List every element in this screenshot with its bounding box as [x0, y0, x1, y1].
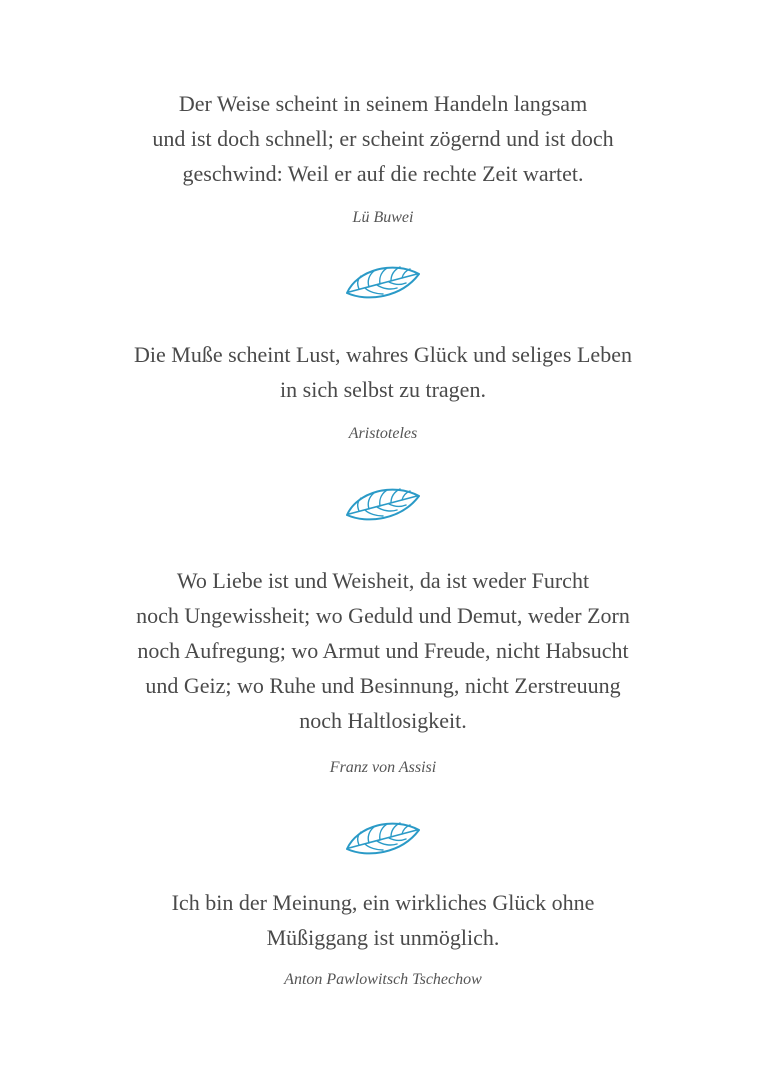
quote-line: noch Aufregung; wo Armut und Freude, nicht Habsucht	[137, 638, 629, 663]
leaf-icon-graphic	[343, 262, 423, 302]
quote-line: geschwind: Weil er auf die rechte Zeit wartet.	[182, 161, 584, 186]
quote-line: Die Muße scheint Lust, wahres Glück und seliges Leben	[134, 342, 632, 367]
quote-line: Ich bin der Meinung, ein wirkliches Glück ohne	[171, 890, 595, 915]
leaf-vein	[368, 493, 374, 509]
quote-author: Anton Pawlowitsch Tschechow	[284, 971, 482, 988]
leaf-vein	[365, 288, 383, 294]
leaf-icon-graphic	[343, 818, 423, 858]
leaf-vein	[368, 271, 374, 287]
quote-author: Franz von Assisi	[329, 759, 437, 776]
quote-line: und ist doch schnell; er scheint zögernd und ist doch	[152, 126, 614, 151]
quote-author: Aristoteles	[348, 425, 418, 442]
leaf-icon	[343, 262, 423, 302]
quote-author: Lü Buwei	[352, 209, 414, 226]
leaf-vein	[377, 507, 397, 511]
leaf-vein	[389, 504, 406, 506]
quote-text	[0, 337, 766, 407]
quote-line: Müßiggang ist unmöglich.	[266, 925, 500, 950]
leaf-vein	[377, 285, 397, 289]
quote-line: noch Ungewissheit; wo Geduld und Demut, weder Zorn	[136, 603, 630, 628]
quote-line: in sich selbst zu tragen.	[280, 377, 486, 402]
leaf-vein	[389, 838, 406, 840]
leaf-icon	[343, 818, 423, 858]
quote-line: Der Weise scheint in seinem Handeln langsam	[178, 91, 588, 116]
quote-text	[0, 563, 766, 738]
leaf-vein	[365, 844, 383, 850]
leaf-vein	[368, 827, 374, 843]
leaf-icon-graphic	[343, 484, 423, 524]
leaf-vein	[389, 282, 406, 284]
quote-line: noch Haltlosigkeit.	[299, 708, 467, 733]
quote-text	[0, 885, 766, 955]
quote-line: Wo Liebe ist und Weisheit, da ist weder Furcht	[176, 568, 590, 593]
leaf-vein	[377, 841, 397, 845]
leaf-icon	[343, 484, 423, 524]
quote-line: und Geiz; wo Ruhe und Besinnung, nicht Zerstreuung	[145, 673, 621, 698]
quote-text	[0, 86, 766, 191]
leaf-vein	[365, 510, 383, 516]
